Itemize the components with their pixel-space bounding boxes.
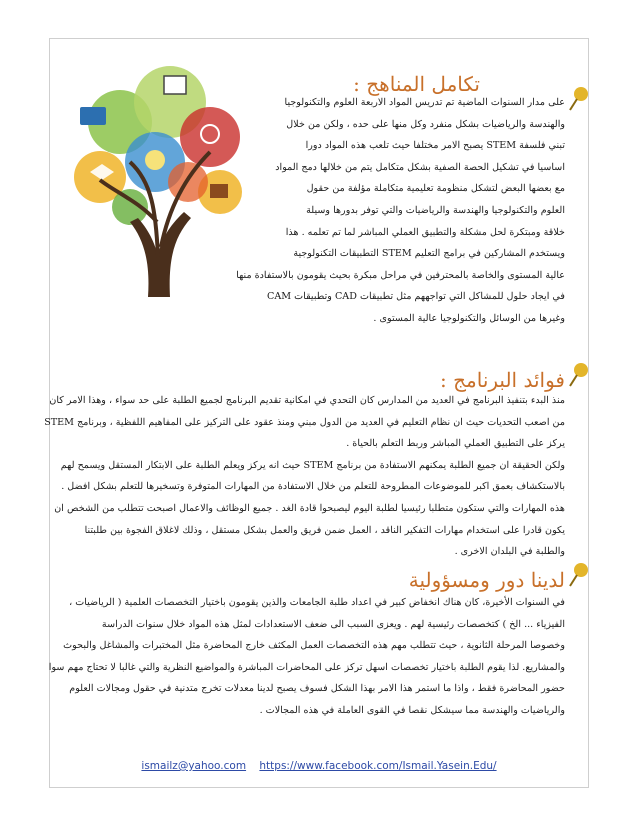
paragraph-line: من اصعب التحديات حيث ان نظام التعليم في العديد من الدول مبني ومنذ عقود على التركيز على المفاهيم اللفظية ، وبرنامج STEM	[44, 416, 565, 428]
paragraph-line: والهندسة والرياضيات بشكل منفرد وكل منها على حده ، ولكن من خلال	[286, 118, 565, 130]
paragraph-line: خلاقة ومبتكرة لحل مشكلة والتطبيق العملي المباشر لما تم تعلمه . هذا	[285, 226, 565, 238]
section-title-role-responsibility: لدينا دور ومسؤولية	[408, 568, 565, 592]
program-benefits-paragraph	[44, 390, 565, 563]
paragraph-line: والطلبة في البلدان الاخرى .	[454, 546, 565, 558]
education-tree-illustration	[60, 52, 255, 297]
footer-links	[0, 760, 638, 772]
pushpin-icon	[568, 362, 590, 388]
email-link[interactable]: ismailz@yahoo.com	[141, 760, 247, 772]
paragraph-line: تبني فلسفة STEM يصبح الامر مختلفا حيث تلعب هذه المواد دورا	[305, 140, 565, 152]
paragraph-line: والمشاريع. لذا يقوم الطلبة باختيار تخصصات اسهل تركز على المحاضرات المباشرة والمواضيع النظرية والتي غالبا لا تحتاج مهم سوا	[48, 661, 565, 673]
role-responsibility-paragraph	[48, 592, 565, 722]
paragraph-line: على مدار السنوات الماضية تم تدريس المواد الاربعة العلوم والتكنولوجيا	[284, 97, 565, 108]
paragraph-line: حضور المحاضرة فقط ، واذا ما استمر هذا الامر بهذا الشكل فسوف يصبح لدينا معدلات تخرج متدنية في حقول ومجالات العلوم	[69, 683, 565, 695]
pushpin-icon	[568, 562, 590, 588]
paragraph-line: في ايجاد حلول للمشاكل التي تواجههم مثل تطبيقات CAD وتطبيقات CAM	[266, 291, 565, 303]
paragraph-line: اساسيا في تشكيل الحصة الصفية بشكل متكامل يتم من خلالها دمج المواد	[275, 161, 565, 173]
facebook-link[interactable]: https://www.facebook.com/Ismail.Yasein.Edu/	[259, 760, 497, 772]
paragraph-line: الفيزياء ... الخ ) كتخصصات رئيسية لهم . ويعزى السبب الى ضعف الاستعدادات لمثل هذه المواد خلال سنوات الدراسة	[101, 618, 565, 630]
paragraph-line: عالية المستوى والخاصة بالمحترفين في مراحل مبكرة بحيث يقومون بالاستفادة منها	[236, 269, 565, 281]
paragraph-line: هذه المهارات والتي ستكون متطلبا رئيسيا لطلبة اليوم ليصبحوا قادة الغد . جميع الوظائف والاعمال اصبحت تتطلب من الشخص ان	[54, 502, 565, 514]
paragraph-line: يركز على التطبيق العملي المباشر وربط التعلم بالحياة .	[346, 438, 565, 450]
paragraph-line: بالاستكشاف بعمق اكبر للموضوعات المطروحة للتعلم من خلال الاستفادة من المهارات المتوفرة وتسخيرها للتعلم بشكل افضل .	[61, 481, 565, 493]
paragraph-line: وخصوصا المرحلة الثانوية ، حيث تتطلب مهم هذه التخصصات العمل المكثف خارج المحاضرة مثل المختبرات والمشاغل والبحوث	[63, 640, 565, 652]
paragraph-line: مع بعضها البعض لتشكل منظومة تعليمية متكاملة مؤلفة من حقول	[306, 183, 565, 195]
paragraph-line: وغيرها من الوسائل والتكنولوجيا عالية المستوى .	[373, 312, 565, 324]
tree-trunk	[130, 212, 191, 297]
paragraph-line: ويستخدم المشاركين في برامج التعليم STEM التطبيقات التكنولوجية	[293, 248, 565, 260]
pushpin-icon	[568, 86, 590, 112]
curriculum-integration-paragraph	[236, 92, 565, 330]
tree-canopy-circles	[74, 66, 242, 225]
paragraph-line: العلوم والتكنولوجيا والهندسة والرياضيات والتي توفر بدورها وسيلة	[306, 204, 565, 216]
paragraph-line: يكون قادرا على استخدام مهارات التفكير الناقد ، العمل ضمن فريق والعمل بشكل مستقل ، وذلك لاغلاق الفجوة بين طلبتنا	[84, 524, 565, 536]
section-title-program-benefits: فوائد البرنامج :	[440, 368, 565, 392]
paragraph-line: والرياضيات والهندسة مما سيشكل نقصا في القوى العاملة في هذه المجالات .	[259, 704, 565, 716]
paragraph-line: ولكن الحقيقة ان جميع الطلبة يمكنهم الاستفادة من برنامج STEM حيث انه يركز ويعلم الطلبة على الابتكار المستقل ويسمح لهم	[60, 459, 565, 471]
paragraph-line: منذ البدء بتنفيذ البرنامج في العديد من المدارس كان التحدي في امكانية تقديم البرنامج لجميع الطلبة على حد سواء ، وهذا الامر كان	[49, 395, 565, 406]
paragraph-line: في السنوات الأخيرة، كان هناك انخفاض كبير في اعداد طلبة الجامعات والذين يقومون باختيار التخصصات العلمية ( الرياضيات ،	[69, 597, 565, 608]
section-title-curriculum-integration: تكامل المناهج :	[353, 72, 480, 96]
